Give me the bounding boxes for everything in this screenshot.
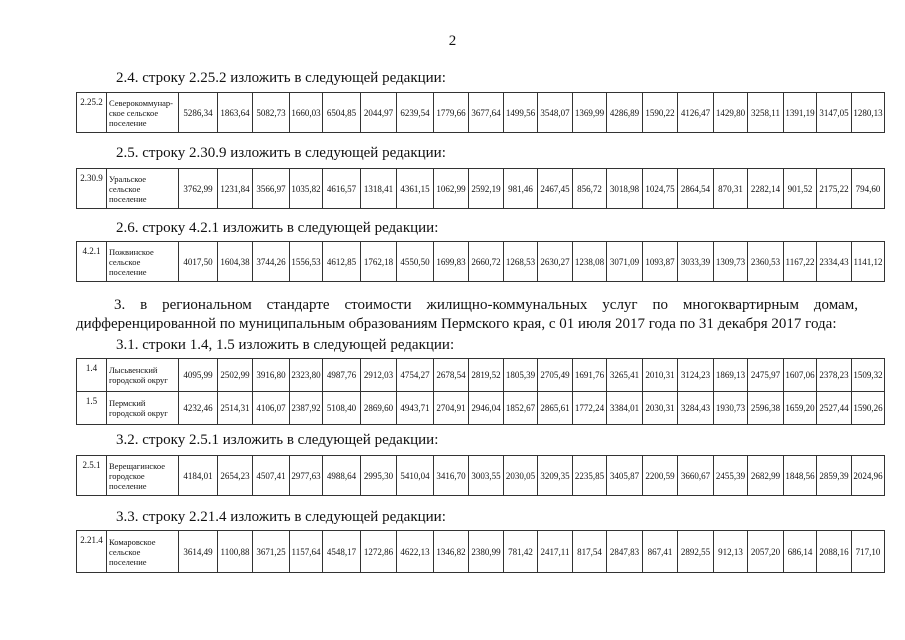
value-cell: 2859,39 [817,456,852,496]
value-cell: 2024,96 [852,456,885,496]
value-cell: 2630,27 [538,242,573,282]
value-cell: 2819,52 [469,359,504,392]
value-cell: 4126,47 [678,93,714,133]
value-cell: 3916,80 [253,359,290,392]
value-cell: 3762,99 [179,169,218,209]
value-cell: 4988,64 [323,456,361,496]
value-cell: 1659,20 [784,392,817,425]
value-cell: 1093,87 [643,242,678,282]
value-cell: 2682,99 [748,456,784,496]
section-heading: 2.6. строку 4.2.1 изложить в следующей редакции: [116,220,439,236]
value-cell: 1141,12 [852,242,885,282]
section-heading: 2.5. строку 2.30.9 изложить в следующей редакции: [116,145,446,161]
row-code: 2.5.1 [77,456,107,496]
value-cell: 2977,63 [290,456,323,496]
value-cell: 2502,99 [218,359,253,392]
value-cell: 1272,86 [361,531,397,573]
table-row [77,392,885,425]
value-cell: 1509,32 [852,359,885,392]
value-cell: 856,72 [573,169,607,209]
value-cell: 870,31 [714,169,748,209]
value-cell: 1848,56 [784,456,817,496]
value-cell: 1930,73 [714,392,748,425]
value-cell: 1590,26 [852,392,885,425]
value-cell: 4232,46 [179,392,218,425]
value-cell: 2334,43 [817,242,852,282]
value-cell: 2378,23 [817,359,852,392]
table-row [77,169,885,209]
value-cell: 2360,53 [748,242,784,282]
value-cell: 1660,03 [290,93,323,133]
value-cell: 1100,88 [218,531,253,573]
value-cell: 3384,01 [607,392,643,425]
value-cell: 1772,24 [573,392,607,425]
value-cell: 1869,13 [714,359,748,392]
value-cell: 781,42 [504,531,538,573]
value-cell: 2044,97 [361,93,397,133]
value-cell: 5108,40 [323,392,361,425]
value-cell: 1852,67 [504,392,538,425]
section-heading: 3.1. строки 1.4, 1.5 изложить в следующей редакции: [116,337,455,353]
value-cell: 4184,01 [179,456,218,496]
value-cell: 981,46 [504,169,538,209]
table-row [77,242,885,282]
row-municipality-name: Северокоммунар-ское сельское поселение [107,93,179,133]
value-cell: 5410,04 [397,456,434,496]
value-cell: 2912,03 [361,359,397,392]
value-cell: 2387,92 [290,392,323,425]
value-cell: 4286,89 [607,93,643,133]
section-heading: 3.3. строку 2.21.4 изложить в следующей редакции: [116,509,446,525]
value-cell: 1604,38 [218,242,253,282]
value-cell: 817,54 [573,531,607,573]
value-cell: 2704,91 [434,392,469,425]
value-cell: 2323,80 [290,359,323,392]
value-cell: 1346,82 [434,531,469,573]
row-municipality-name: Комаровское сельское поселение [107,531,179,573]
row-municipality-name: Лысьвенский городской округ [107,359,179,392]
value-cell: 3209,35 [538,456,573,496]
paragraph-3 [76,296,858,334]
value-cell: 867,41 [643,531,678,573]
page-number: 2 [448,33,457,49]
value-cell: 1280,13 [852,93,885,133]
value-cell: 4987,76 [323,359,361,392]
value-cell: 2380,99 [469,531,504,573]
value-cell: 2282,14 [748,169,784,209]
value-cell: 3566,97 [253,169,290,209]
value-cell: 3018,98 [607,169,643,209]
value-cell: 4361,15 [397,169,434,209]
value-cell: 1062,99 [434,169,469,209]
row-code: 2.30.9 [77,169,107,209]
value-cell: 1607,06 [784,359,817,392]
value-cell: 2864,54 [678,169,714,209]
paragraph-line: 3. в региональном стандарте стоимости жилищно-коммунальных услуг по многоквартирным домам, [114,297,858,313]
value-cell: 4095,99 [179,359,218,392]
value-cell: 3405,87 [607,456,643,496]
value-cell: 794,60 [852,169,885,209]
value-cell: 3660,67 [678,456,714,496]
value-cell: 1779,66 [434,93,469,133]
amendment-table [76,168,885,209]
value-cell: 1699,83 [434,242,469,282]
value-cell: 2596,38 [748,392,784,425]
value-cell: 2030,05 [504,456,538,496]
value-cell: 2417,11 [538,531,573,573]
value-cell: 2865,61 [538,392,573,425]
table-row [77,93,885,133]
value-cell: 2200,59 [643,456,678,496]
value-cell: 1268,53 [504,242,538,282]
value-cell: 4106,07 [253,392,290,425]
table-row [77,359,885,392]
value-cell: 686,14 [784,531,817,573]
value-cell: 3258,11 [748,93,784,133]
value-cell: 2088,16 [817,531,852,573]
row-code: 2.21.4 [77,531,107,573]
row-code: 4.2.1 [77,242,107,282]
value-cell: 1691,76 [573,359,607,392]
value-cell: 4943,71 [397,392,434,425]
value-cell: 5286,34 [179,93,218,133]
value-cell: 1167,22 [784,242,817,282]
value-cell: 1035,82 [290,169,323,209]
value-cell: 2527,44 [817,392,852,425]
value-cell: 1238,08 [573,242,607,282]
value-cell: 2869,60 [361,392,397,425]
row-municipality-name: Пожвинское сельское поселение [107,242,179,282]
value-cell: 2467,45 [538,169,573,209]
value-cell: 4017,50 [179,242,218,282]
value-cell: 2660,72 [469,242,504,282]
row-code: 2.25.2 [77,93,107,133]
amendment-table [76,530,885,573]
value-cell: 4612,85 [323,242,361,282]
row-code: 1.5 [77,392,107,425]
value-cell: 4507,41 [253,456,290,496]
value-cell: 1805,39 [504,359,538,392]
value-cell: 1863,64 [218,93,253,133]
value-cell: 6504,85 [323,93,361,133]
value-cell: 3071,09 [607,242,643,282]
value-cell: 2705,49 [538,359,573,392]
section-heading: 3.2. строку 2.5.1 изложить в следующей редакции: [116,432,439,448]
value-cell: 4548,17 [323,531,361,573]
value-cell: 4622,13 [397,531,434,573]
value-cell: 5082,73 [253,93,290,133]
row-municipality-name: Уральское сельское поселение [107,169,179,209]
value-cell: 1590,22 [643,93,678,133]
value-cell: 2946,04 [469,392,504,425]
value-cell: 2892,55 [678,531,714,573]
amendment-table [76,241,885,282]
value-cell: 2475,97 [748,359,784,392]
table-row [77,531,885,573]
value-cell: 3124,23 [678,359,714,392]
amendment-table [76,358,885,425]
value-cell: 1369,99 [573,93,607,133]
value-cell: 1499,56 [504,93,538,133]
value-cell: 2514,31 [218,392,253,425]
value-cell: 2678,54 [434,359,469,392]
value-cell: 2057,20 [748,531,784,573]
value-cell: 2235,85 [573,456,607,496]
value-cell: 6239,54 [397,93,434,133]
value-cell: 2455,39 [714,456,748,496]
value-cell: 1556,53 [290,242,323,282]
amendment-table [76,92,885,133]
value-cell: 2010,31 [643,359,678,392]
value-cell: 1429,80 [714,93,748,133]
amendment-table [76,455,885,496]
value-cell: 1762,18 [361,242,397,282]
value-cell: 3744,26 [253,242,290,282]
value-cell: 2030,31 [643,392,678,425]
value-cell: 1391,19 [784,93,817,133]
section-heading: 2.4. строку 2.25.2 изложить в следующей редакции: [116,70,446,86]
value-cell: 2995,30 [361,456,397,496]
value-cell: 1231,84 [218,169,253,209]
row-municipality-name: Пермский городской округ [107,392,179,425]
value-cell: 3033,39 [678,242,714,282]
value-cell: 3284,43 [678,392,714,425]
value-cell: 717,10 [852,531,885,573]
value-cell: 2175,22 [817,169,852,209]
value-cell: 4550,50 [397,242,434,282]
value-cell: 3548,07 [538,93,573,133]
table-row [77,456,885,496]
value-cell: 4754,27 [397,359,434,392]
value-cell: 2654,23 [218,456,253,496]
value-cell: 4616,57 [323,169,361,209]
value-cell: 3416,70 [434,456,469,496]
value-cell: 3671,25 [253,531,290,573]
value-cell: 1024,75 [643,169,678,209]
value-cell: 3265,41 [607,359,643,392]
value-cell: 912,13 [714,531,748,573]
row-code: 1.4 [77,359,107,392]
value-cell: 3003,55 [469,456,504,496]
row-municipality-name: Верещагинское городское поселение [107,456,179,496]
value-cell: 2592,19 [469,169,504,209]
value-cell: 2847,83 [607,531,643,573]
value-cell: 1318,41 [361,169,397,209]
value-cell: 3614,49 [179,531,218,573]
value-cell: 3677,64 [469,93,504,133]
paragraph-line: дифференцированной по муниципальным образованиям Пермского края, с 01 июля 2017 года по 31 декабря 2017 года: [76,316,837,332]
value-cell: 1157,64 [290,531,323,573]
value-cell: 901,52 [784,169,817,209]
value-cell: 3147,05 [817,93,852,133]
value-cell: 1309,73 [714,242,748,282]
